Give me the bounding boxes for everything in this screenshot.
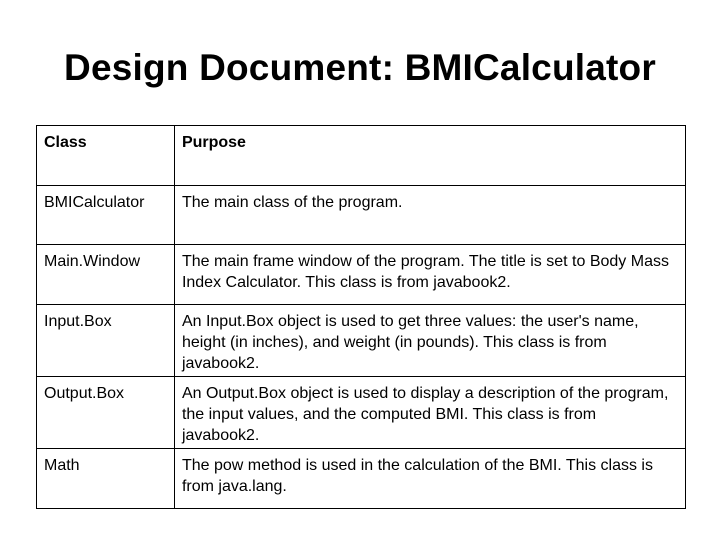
page-title: Design Document: BMICalculator: [64, 47, 656, 88]
purpose-cell: An Output.Box object is used to display a description of the program, the input values, and the computed BMI. This class is from javabook2.: [174, 377, 685, 449]
class-cell: Input.Box: [37, 305, 175, 377]
purpose-cell: The main frame window of the program. The title is set to Body Mass Index Calculator. This class is from javabook2.: [174, 245, 685, 305]
table-row: [37, 186, 686, 245]
table-row: [37, 449, 686, 509]
class-cell: Math: [37, 449, 175, 509]
purpose-cell: The pow method is used in the calculation of the BMI. This class is from java.lang.: [174, 449, 685, 509]
column-header-class: Class: [37, 126, 175, 186]
table-header-row: [37, 126, 686, 186]
design-table: [36, 125, 686, 509]
purpose-cell: The main class of the program.: [174, 186, 685, 245]
purpose-cell: An Input.Box object is used to get three values: the user's name, height (in inches), and weight (in pounds). This class is from javabook2.: [174, 305, 685, 377]
table-row: [37, 377, 686, 449]
table-row: [37, 245, 686, 305]
class-cell: Output.Box: [37, 377, 175, 449]
class-cell: BMICalculator: [37, 186, 175, 245]
table-row: [37, 305, 686, 377]
class-cell: Main.Window: [37, 245, 175, 305]
column-header-purpose: Purpose: [174, 126, 685, 186]
